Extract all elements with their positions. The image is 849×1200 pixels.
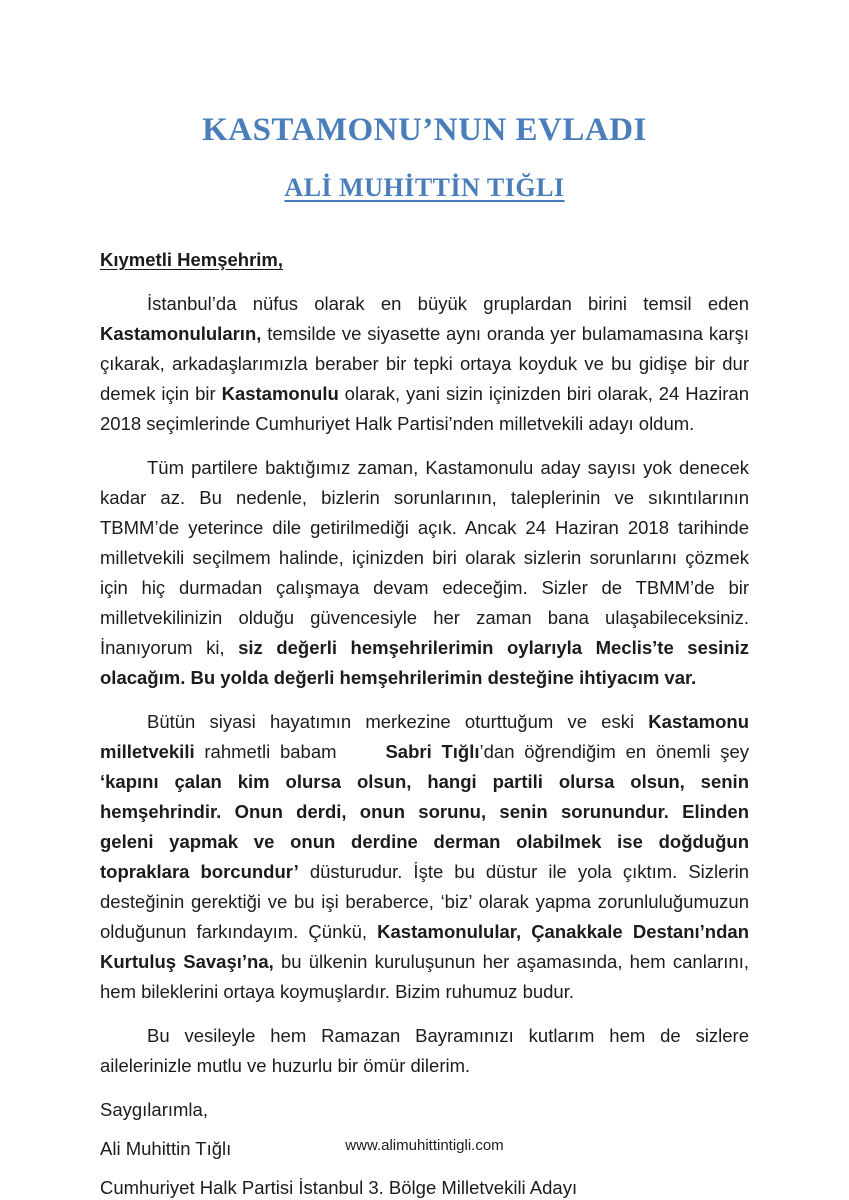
paragraph bbox=[100, 453, 749, 693]
text-run: düsturudur. İşte bu düstur ile yola çıktım. Sizlerin desteğinin gerektiği ve bu işi beraberce, ‘biz’ olarak yapma zorunluluğumuzun olduğunun farkındayım. Çünkü, bbox=[100, 861, 749, 942]
text-run: temsilde ve siyasette aynı oranda yer bulamamasına karşı çıkarak, arkadaşlarımızla beraber bir tepki ortaya koyduk ve bu gidişe bir dur demek için bir bbox=[100, 323, 749, 404]
text-run: Bütün siyasi hayatımın merkezine oturttuğum ve eski bbox=[147, 711, 649, 732]
signature-name: Ali Muhittin Tığlı bbox=[100, 1138, 232, 1159]
bold-text-run: Sabri Tığlı bbox=[385, 741, 480, 762]
text-run: Bu vesileyle hem Ramazan Bayramınızı kutlarım hem de sizlere ailelerinizle mutlu ve huzurlu bir ömür dilerim. bbox=[100, 1025, 749, 1076]
bold-text-run: Kastamonuluların, bbox=[100, 323, 262, 344]
document-title: KASTAMONU’NUN EVLADI bbox=[202, 112, 647, 148]
signature-role: Cumhuriyet Halk Partisi İstanbul 3. Bölge Milletvekili Adayı bbox=[100, 1177, 578, 1198]
page-footer bbox=[0, 1137, 849, 1154]
text-run: Tüm partilere baktığımız zaman, Kastamonulu aday sayısı yok denecek kadar az. Bu nedenle, bizlerin sorunlarının, taleplerinin ve sıkıntılarının TBMM’de yeterince dile getirilmediği açık. Ancak 24 Haziran 2018 tarihinde milletvekili seçilmem halinde, içinizden biri olarak sizlerin sorunlarını çözmek için hiç durmadan çalışmaya devam edeceğim. Sizler de TBMM’de bir milletvekilinizin olduğu güvencesiyle her zaman bana ulaşabileceksiniz. İnanıyorum ki, bbox=[100, 457, 749, 658]
paragraph bbox=[100, 289, 749, 439]
bold-text-run: Kastamonulu bbox=[221, 383, 339, 404]
bold-text-run: ‘kapını çalan kim olursa olsun, hangi partili olursa olsun, senin hemşehrindir. Onun derdi, onun sorunu, senin sorunundur. Elinden geleni yapmak ve onun derdine derman olabilmek ise doğduğun topraklara borcundur’ bbox=[100, 771, 749, 882]
bold-text-run: Kastamonu milletvekili bbox=[100, 711, 749, 762]
text-run: olarak, yani sizin içinizden biri olarak, 24 Haziran 2018 seçimlerinde Cumhuriyet Halk Partisi’nden milletvekili adayı oldum. bbox=[100, 383, 750, 434]
website-url: www.alimuhittintigli.com bbox=[345, 1137, 504, 1154]
paragraph bbox=[100, 1021, 749, 1081]
text-run: bu ülkenin kuruluşunun her aşamasında, hem canlarını, hem bileklerini ortaya koymuşlardır. Bizim ruhumuz budur. bbox=[100, 951, 749, 1002]
text-run: İstanbul’da nüfus olarak en büyük gruplardan birini temsil eden bbox=[147, 293, 749, 314]
letter-content bbox=[0, 249, 849, 1200]
text-run: ’dan öğrendiğim en önemli şey bbox=[479, 741, 749, 762]
letter-body bbox=[100, 289, 749, 1081]
bold-text-run: siz değerli hemşehrilerimin oylarıyla Meclis’te sesiniz olacağım. Bu yolda değerli hemşehrilerimin desteğine ihtiyacım var. bbox=[100, 637, 749, 688]
document-subtitle: ALİ MUHİTTİN TIĞLI bbox=[284, 173, 565, 202]
paragraph bbox=[100, 707, 749, 1007]
greeting: Kıymetli Hemşehrim, bbox=[100, 249, 284, 270]
text-run: rahmetli babam bbox=[194, 741, 386, 762]
bold-text-run: Kastamonulular, Çanakkale Destanı’ndan Kurtuluş Savaşı’na, bbox=[100, 921, 749, 972]
closing: Saygılarımla, bbox=[100, 1099, 208, 1120]
